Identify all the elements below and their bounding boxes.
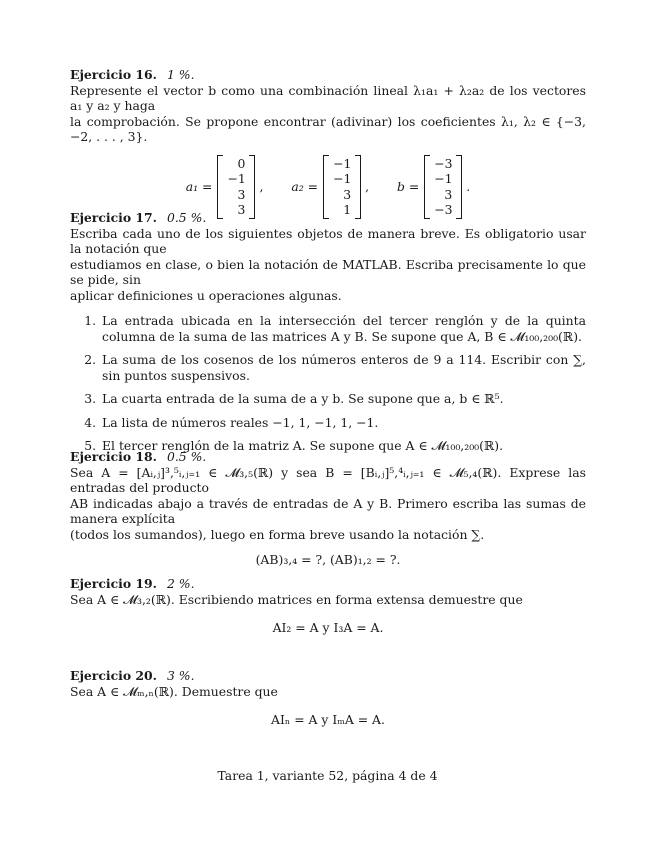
exercise-20 bbox=[70, 668, 586, 728]
list-item: 5. El tercer renglón de la matriz A. Se supone que A ∈ 𝓜₁₀₀,₂₀₀(ℝ). bbox=[100, 438, 586, 454]
exercise-18 bbox=[70, 449, 586, 568]
exercise-16-header bbox=[70, 67, 586, 83]
exercise-18-line1: Sea A = [Aᵢ,ⱼ]³,⁵ᵢ,ⱼ₌₁ ∈ 𝓜₃,₅(ℝ) y sea B = [Bᵢ,ⱼ]⁵,⁴ᵢ,ⱼ₌₁ ∈ 𝓜₅,₄(ℝ). Exprese las entradas del producto bbox=[70, 464, 586, 495]
column-vector bbox=[425, 155, 461, 219]
exercise-19-weight: 2 %. bbox=[166, 576, 195, 591]
vector-entry: 3 bbox=[237, 202, 246, 217]
list-item: 1. La entrada ubicada en la intersección del tercer renglón y de la quinta columna de la suma de las matrices A y B. Se supone que A, B ∈ 𝓜₁₀₀,₂₀₀(ℝ). bbox=[100, 313, 586, 344]
vector-name: a₂ = bbox=[291, 178, 319, 194]
vector-entry: −3 bbox=[434, 155, 453, 171]
exercise-16-title: Ejercicio 16. bbox=[70, 67, 157, 82]
page-footer: Tarea 1, variante 52, página 4 de 4 bbox=[217, 768, 438, 783]
vector-entry: −1 bbox=[333, 171, 352, 186]
exercise-16-text-line2: la comprobación. Se propone encontrar (adivinar) los coeficientes λ₁, λ₂ ∈ {−3, −2, . . . , 3}. bbox=[70, 113, 586, 144]
vector-group bbox=[291, 155, 369, 219]
exercise-19-formula: AI₂ = A y I₃A = A. bbox=[272, 620, 384, 635]
vector-entry: 3 bbox=[343, 186, 352, 202]
exercise-19-header bbox=[70, 576, 586, 592]
exercise-18-header bbox=[70, 449, 586, 465]
vectors-row bbox=[70, 155, 586, 219]
vector-name: b = bbox=[397, 178, 420, 194]
exercise-18-weight: 0.5 %. bbox=[166, 449, 207, 464]
column-vector bbox=[218, 155, 254, 219]
vector-punctuation: , bbox=[259, 178, 264, 194]
list-item: 4. La lista de números reales −1, 1, −1, 1, −1. bbox=[100, 415, 586, 431]
exercise-20-title: Ejercicio 20. bbox=[70, 668, 157, 683]
exercise-20-weight: 3 %. bbox=[166, 668, 195, 683]
vector-entry: 3 bbox=[237, 186, 246, 202]
exercise-17-weight: 0.5 %. bbox=[166, 210, 207, 225]
exercise-18-line2: AB indicadas abajo a través de entradas de A y B. Primero escriba las sumas de manera explícita bbox=[70, 495, 586, 526]
list-item: 3. La cuarta entrada de la suma de a y b. Se supone que a, b ∈ ℝ⁵. bbox=[100, 391, 586, 407]
exercise-16-text-line1: Represente el vector b como una combinación lineal λ₁a₁ + λ₂a₂ de los vectores a₁ y a₂ y haga bbox=[70, 82, 586, 113]
exercise-17-intro-line3: aplicar definiciones u operaciones algunas. bbox=[70, 287, 342, 303]
vector-name: a₁ = bbox=[185, 178, 213, 194]
exercise-17-list bbox=[70, 313, 586, 454]
vector-entry: 1 bbox=[343, 202, 352, 217]
vector-entry: −1 bbox=[434, 171, 453, 186]
exercise-19-line1: Sea A ∈ 𝓜₃,₂(ℝ). Escribiendo matrices en forma extensa demuestre que bbox=[70, 591, 523, 607]
column-vector bbox=[324, 155, 360, 219]
exercise-20-line1: Sea A ∈ 𝓜ₘ,ₙ(ℝ). Demuestre que bbox=[70, 683, 278, 699]
exercise-17-title: Ejercicio 17. bbox=[70, 210, 157, 225]
vector-group bbox=[397, 155, 470, 219]
list-item: 2. La suma de los cosenos de los números enteros de 9 a 114. Escribir con ∑, sin puntos suspensivos. bbox=[100, 352, 586, 383]
vector-entry: 0 bbox=[237, 155, 246, 171]
vector-entry: −3 bbox=[434, 202, 453, 217]
exercise-19 bbox=[70, 576, 586, 636]
exercise-17-intro-line1: Escriba cada uno de los siguientes objetos de manera breve. Es obligatorio usar la notación que bbox=[70, 225, 586, 256]
vector-punctuation: , bbox=[365, 178, 370, 194]
exercise-17-header bbox=[70, 210, 586, 226]
exercise-18-formula: (AB)₃,₄ = ?, (AB)₁,₂ = ?. bbox=[255, 552, 401, 567]
exercise-20-header bbox=[70, 668, 586, 684]
vector-entry: 3 bbox=[444, 186, 453, 202]
vector-entry: −1 bbox=[227, 171, 246, 186]
exercise-16-weight: 1 %. bbox=[166, 67, 195, 82]
vector-entry: −1 bbox=[333, 155, 352, 171]
exercise-16 bbox=[70, 67, 586, 219]
vector-punctuation: . bbox=[466, 178, 471, 194]
exercise-17 bbox=[70, 210, 586, 462]
exercise-17-intro-line2: estudiamos en clase, o bien la notación de MATLAB. Escriba precisamente lo que se pide, sin bbox=[70, 256, 586, 287]
exercise-20-formula: AIₙ = A y IₘA = A. bbox=[271, 712, 385, 727]
vector-group bbox=[186, 155, 264, 219]
exercise-18-title: Ejercicio 18. bbox=[70, 449, 157, 464]
exercise-19-title: Ejercicio 19. bbox=[70, 576, 157, 591]
exercise-18-line3: (todos los sumandos), luego en forma breve usando la notación ∑. bbox=[70, 526, 485, 542]
